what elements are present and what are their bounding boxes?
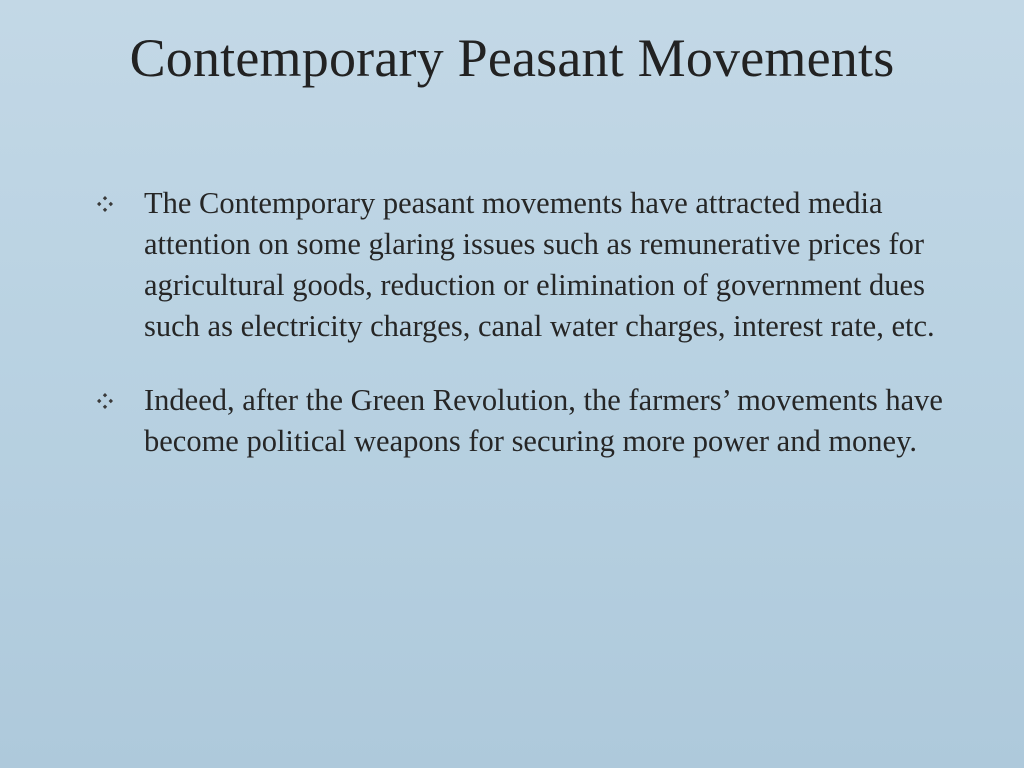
bullet-text-2: Indeed, after the Green Revolution, the farmers’ movements have become political weapons for securing more power and money. bbox=[144, 383, 943, 458]
bullet-item-1 bbox=[96, 183, 946, 347]
four-diamond-bullet-icon bbox=[96, 392, 114, 410]
four-diamond-bullet-icon bbox=[96, 195, 114, 213]
bullet-list bbox=[96, 183, 946, 462]
slide-title: Contemporary Peasant Movements bbox=[129, 28, 895, 88]
bullet-text-1: The Contemporary peasant movements have attracted media attention on some glaring issues such as remunerative prices for agricultural goods, reduction or elimination of government dues such as electricity charges, canal water charges, interest rate, etc. bbox=[144, 186, 935, 343]
bullet-item-2 bbox=[96, 380, 946, 462]
